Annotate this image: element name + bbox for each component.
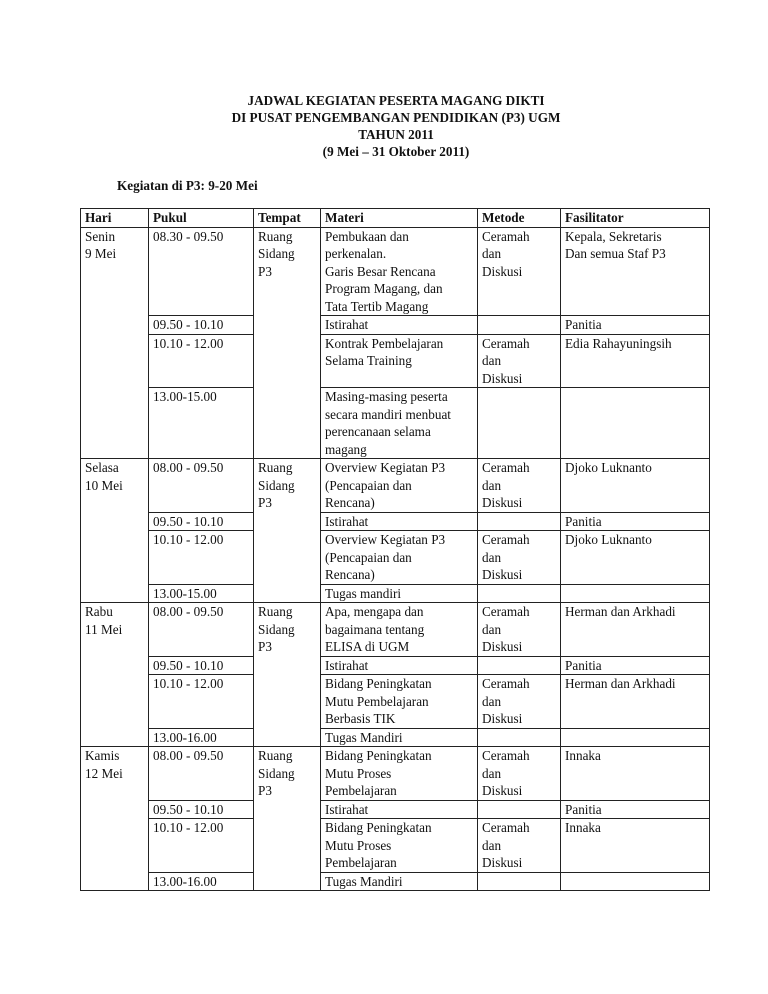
pukul-cell xyxy=(149,512,254,531)
materi-cell xyxy=(321,728,478,747)
materi-cell xyxy=(321,334,478,388)
fasilitator-cell xyxy=(561,872,710,891)
materi-cell-text: Istirahat xyxy=(325,513,369,529)
pukul-cell-text: 10.10 - 12.00 xyxy=(153,532,224,547)
title-line-2: DI PUSAT PENGEMBANGAN PENDIDIKAN (P3) UGM xyxy=(231,110,561,125)
fasilitator-cell-text: Innaka xyxy=(565,748,601,763)
header-pukul: Pukul xyxy=(149,209,254,228)
metode-cell xyxy=(478,227,561,316)
header-hari: Hari xyxy=(81,209,149,228)
metode-cell-text: Ceramah dan Diskusi xyxy=(482,228,530,279)
table-row xyxy=(81,675,710,729)
materi-cell-text: Overview Kegiatan P3 (Pencapaian dan Rencana) xyxy=(325,532,446,582)
tempat-cell-text: Ruang Sidang P3 xyxy=(258,228,295,279)
header-metode: Metode xyxy=(478,209,561,228)
fasilitator-cell-text: Herman dan Arkhadi xyxy=(565,676,676,691)
pukul-cell-text: 13.00-15.00 xyxy=(153,585,217,601)
fasilitator-cell xyxy=(561,656,710,675)
materi-cell-text: Tugas mandiri xyxy=(325,585,402,601)
materi-cell xyxy=(321,656,478,675)
metode-cell-text: Ceramah dan Diskusi xyxy=(482,748,530,798)
metode-cell xyxy=(478,388,561,459)
tempat-cell xyxy=(254,747,321,891)
table-row xyxy=(81,819,710,873)
metode-cell xyxy=(478,675,561,729)
fasilitator-cell xyxy=(561,388,710,459)
header-materi: Materi xyxy=(321,209,478,228)
materi-cell xyxy=(321,388,478,459)
fasilitator-cell xyxy=(561,747,710,801)
metode-cell xyxy=(478,656,561,675)
pukul-cell xyxy=(149,316,254,335)
table-header-row xyxy=(81,209,710,228)
pukul-cell xyxy=(149,531,254,585)
metode-cell xyxy=(478,334,561,388)
pukul-cell-text: 09.50 - 10.10 xyxy=(153,513,224,529)
hari-cell-text: Kamis 12 Mei xyxy=(85,748,123,781)
tempat-cell xyxy=(254,459,321,603)
table-row xyxy=(81,656,710,675)
schedule-table xyxy=(80,208,710,891)
materi-cell-text: Bidang Peningkatan Mutu Pembelajaran Berbasis TIK xyxy=(325,676,432,726)
metode-cell-text: Ceramah dan Diskusi xyxy=(482,676,530,726)
pukul-cell-text: 13.00-16.00 xyxy=(153,729,217,745)
metode-cell xyxy=(478,872,561,891)
title-line-4: (9 Mei – 31 Oktober 2011) xyxy=(322,144,470,159)
pukul-cell xyxy=(149,334,254,388)
materi-cell xyxy=(321,872,478,891)
materi-cell-text: Apa, mengapa dan bagaimana tentang ELISA di UGM xyxy=(325,604,425,654)
pukul-cell-text: 10.10 - 12.00 xyxy=(153,820,224,835)
title-line-1: JADWAL KEGIATAN PESERTA MAGANG DIKTI xyxy=(247,93,545,108)
metode-cell xyxy=(478,512,561,531)
table-row xyxy=(81,872,710,891)
materi-cell xyxy=(321,819,478,873)
pukul-cell-text: 08.00 - 09.50 xyxy=(153,460,224,475)
fasilitator-cell xyxy=(561,334,710,388)
tempat-cell-text: Ruang Sidang P3 xyxy=(258,748,295,798)
pukul-cell xyxy=(149,459,254,513)
hari-cell-text: Senin 9 Mei xyxy=(85,228,117,261)
fasilitator-cell-text: Panitia xyxy=(565,657,602,673)
fasilitator-cell xyxy=(561,227,710,316)
fasilitator-cell-text: Herman dan Arkhadi xyxy=(565,604,676,619)
hari-cell xyxy=(81,603,149,747)
metode-cell xyxy=(478,316,561,335)
fasilitator-cell xyxy=(561,584,710,603)
pukul-cell xyxy=(149,747,254,801)
materi-cell-text: Istirahat xyxy=(325,801,369,817)
pukul-cell xyxy=(149,819,254,873)
materi-cell-text: Bidang Peningkatan Mutu Proses Pembelajaran xyxy=(325,820,432,870)
fasilitator-cell-text: Edia Rahayuningsih xyxy=(565,335,672,351)
fasilitator-cell xyxy=(561,316,710,335)
pukul-cell-text: 10.10 - 12.00 xyxy=(153,335,224,351)
table-row xyxy=(81,728,710,747)
fasilitator-cell-text: Kepala, Sekretaris Dan semua Staf P3 xyxy=(565,228,666,261)
table-row xyxy=(81,334,710,388)
materi-cell-text: Bidang Peningkatan Mutu Proses Pembelajaran xyxy=(325,748,432,798)
table-row xyxy=(81,512,710,531)
pukul-cell xyxy=(149,584,254,603)
document-title xyxy=(0,92,768,160)
fasilitator-cell xyxy=(561,603,710,657)
table-row xyxy=(81,800,710,819)
fasilitator-cell-text: Panitia xyxy=(565,801,602,817)
materi-cell-text: Kontrak Pembelajaran Selama Training xyxy=(325,335,444,368)
pukul-cell-text: 08.00 - 09.50 xyxy=(153,748,224,763)
fasilitator-cell xyxy=(561,819,710,873)
fasilitator-cell xyxy=(561,800,710,819)
materi-cell xyxy=(321,316,478,335)
table-row xyxy=(81,603,710,657)
metode-cell xyxy=(478,747,561,801)
tempat-cell xyxy=(254,603,321,747)
hari-cell-text: Selasa 10 Mei xyxy=(85,460,123,493)
fasilitator-cell-text: Djoko Luknanto xyxy=(565,532,652,547)
pukul-cell xyxy=(149,227,254,316)
pukul-cell xyxy=(149,872,254,891)
fasilitator-cell xyxy=(561,512,710,531)
pukul-cell-text: 08.00 - 09.50 xyxy=(153,604,224,619)
hari-cell-text: Rabu 11 Mei xyxy=(85,604,123,637)
header-fasilitator: Fasilitator xyxy=(561,209,710,228)
materi-cell xyxy=(321,747,478,801)
header-tempat: Tempat xyxy=(254,209,321,228)
hari-cell xyxy=(81,747,149,891)
pukul-cell-text: 13.00-16.00 xyxy=(153,873,217,889)
pukul-cell-text: 13.00-15.00 xyxy=(153,389,217,404)
materi-cell-text: Masing-masing peserta secara mandiri menbuat perencanaan selama magang xyxy=(325,389,451,457)
metode-cell xyxy=(478,584,561,603)
pukul-cell xyxy=(149,800,254,819)
materi-cell xyxy=(321,603,478,657)
hari-cell xyxy=(81,459,149,603)
pukul-cell-text: 09.50 - 10.10 xyxy=(153,657,224,673)
materi-cell-text: Istirahat xyxy=(325,657,369,673)
metode-cell-text: Ceramah dan Diskusi xyxy=(482,820,530,870)
materi-cell xyxy=(321,800,478,819)
fasilitator-cell-text: Innaka xyxy=(565,820,601,835)
materi-cell xyxy=(321,512,478,531)
metode-cell xyxy=(478,459,561,513)
metode-cell xyxy=(478,603,561,657)
pukul-cell xyxy=(149,728,254,747)
schedule-body xyxy=(81,227,710,891)
tempat-cell-text: Ruang Sidang P3 xyxy=(258,604,295,654)
materi-cell-text: Pembukaan dan perkenalan. Garis Besar Rencana Program Magang, dan Tata Tertib Magang xyxy=(325,228,443,314)
pukul-cell-text: 10.10 - 12.00 xyxy=(153,676,224,691)
materi-cell-text: Tugas Mandiri xyxy=(325,873,403,889)
materi-cell-text: Istirahat xyxy=(325,317,369,332)
materi-cell-text: Tugas Mandiri xyxy=(325,729,403,745)
metode-cell-text: Ceramah dan Diskusi xyxy=(482,335,530,386)
pukul-cell-text: 08.30 - 09.50 xyxy=(153,228,224,244)
table-row xyxy=(81,459,710,513)
metode-cell xyxy=(478,728,561,747)
metode-cell xyxy=(478,800,561,819)
materi-cell xyxy=(321,227,478,316)
fasilitator-cell-text: Panitia xyxy=(565,317,602,332)
pukul-cell xyxy=(149,675,254,729)
fasilitator-cell xyxy=(561,531,710,585)
title-line-3: TAHUN 2011 xyxy=(358,127,434,142)
metode-cell-text: Ceramah dan Diskusi xyxy=(482,604,530,654)
metode-cell xyxy=(478,819,561,873)
pukul-cell-text: 09.50 - 10.10 xyxy=(153,801,224,817)
materi-cell xyxy=(321,459,478,513)
materi-cell-text: Overview Kegiatan P3 (Pencapaian dan Rencana) xyxy=(325,460,446,510)
pukul-cell xyxy=(149,603,254,657)
table-row xyxy=(81,316,710,335)
fasilitator-cell-text: Djoko Luknanto xyxy=(565,460,652,475)
metode-cell xyxy=(478,531,561,585)
fasilitator-cell-text: Panitia xyxy=(565,513,602,529)
hari-cell xyxy=(81,227,149,459)
materi-cell xyxy=(321,675,478,729)
table-row xyxy=(81,531,710,585)
materi-cell xyxy=(321,584,478,603)
fasilitator-cell xyxy=(561,459,710,513)
fasilitator-cell xyxy=(561,728,710,747)
table-row xyxy=(81,747,710,801)
fasilitator-cell xyxy=(561,675,710,729)
metode-cell-text: Ceramah dan Diskusi xyxy=(482,532,530,582)
table-row xyxy=(81,388,710,459)
table-row xyxy=(81,227,710,316)
table-row xyxy=(81,584,710,603)
materi-cell xyxy=(321,531,478,585)
tempat-cell xyxy=(254,227,321,459)
pukul-cell-text: 09.50 - 10.10 xyxy=(153,317,224,332)
pukul-cell xyxy=(149,656,254,675)
section-subtitle: Kegiatan di P3: 9-20 Mei xyxy=(117,178,258,193)
tempat-cell-text: Ruang Sidang P3 xyxy=(258,460,295,510)
metode-cell-text: Ceramah dan Diskusi xyxy=(482,460,530,510)
pukul-cell xyxy=(149,388,254,459)
